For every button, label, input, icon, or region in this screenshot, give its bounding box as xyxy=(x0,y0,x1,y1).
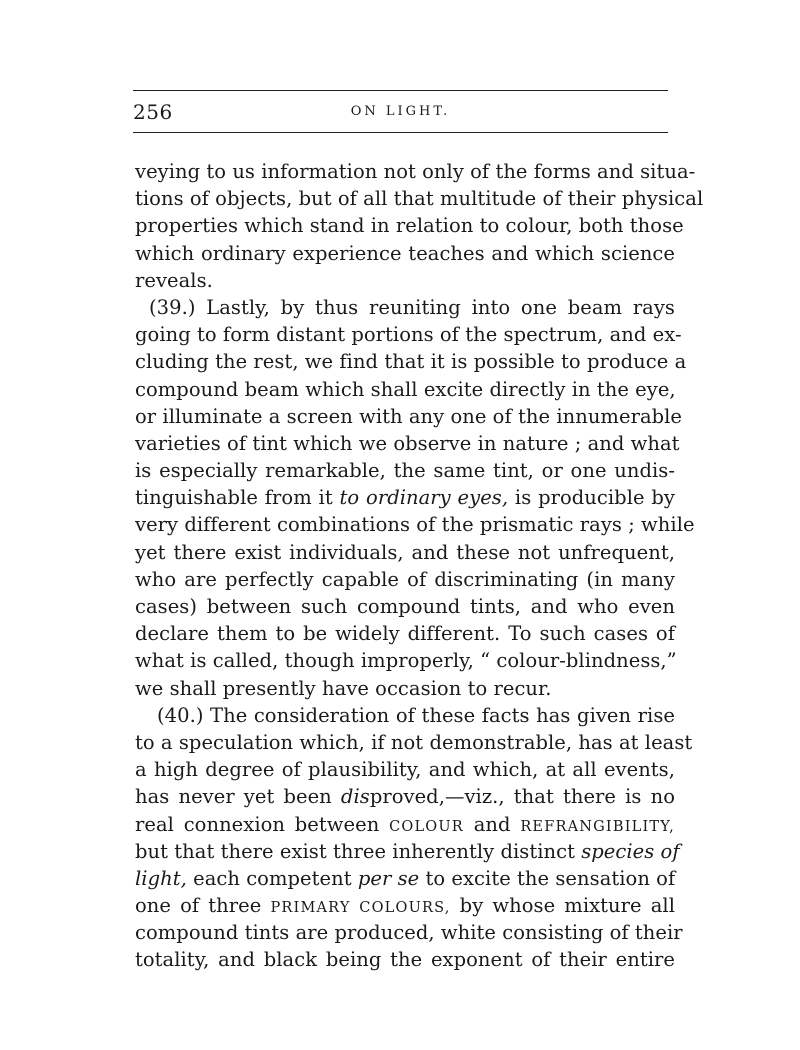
text-line: what is called, though improperly, “ colour-blindness,” xyxy=(135,649,677,673)
text-line: veying to us information not only of the forms and situa- xyxy=(135,160,696,183)
paragraph-40-start: (40.) The consideration of these facts has given rise xyxy=(157,703,675,727)
text-line: which ordinary experience teaches and which science xyxy=(135,241,675,265)
text-line: varieties of tint which we observe in nature ; and what xyxy=(135,431,680,455)
text-line: going to form distant portions of the spectrum, and ex- xyxy=(135,323,682,347)
small-caps-span: COLOUR xyxy=(389,818,464,835)
text-line: to a speculation which, if not demonstrable, has at least xyxy=(135,730,693,754)
italic-span: to ordinary eyes, xyxy=(339,486,509,510)
header-bottom-rule xyxy=(133,132,668,133)
text-line: yet there exist individuals, and these not unfrequent, xyxy=(135,540,675,564)
text-line: is especially remarkable, the same tint, or one undis- xyxy=(135,459,675,483)
text-line xyxy=(135,783,675,810)
text-line xyxy=(135,484,675,511)
text-line: reveals. xyxy=(135,268,213,292)
body-text xyxy=(135,158,704,974)
text-span: to excite the sensation of xyxy=(419,866,676,890)
italic-span: light, xyxy=(135,866,187,890)
text-span: but that there exist three inherently distinct xyxy=(135,839,582,863)
text-line xyxy=(135,865,675,892)
text-span: is producible by xyxy=(508,486,675,510)
text-line: very different combinations of the prismatic rays ; while xyxy=(135,513,695,537)
text-span: tinguishable from it xyxy=(135,486,340,510)
text-line: cases) between such compound tints, and who even xyxy=(135,595,675,618)
header-top-rule xyxy=(133,90,668,91)
text-line: cluding the rest, we find that it is possible to produce a xyxy=(135,350,687,374)
text-span: by whose mixture all xyxy=(450,894,675,918)
text-line xyxy=(135,892,675,919)
text-line: who are perfectly capable of discriminating (in many xyxy=(135,567,675,591)
text-span: each competent xyxy=(186,866,358,890)
text-line xyxy=(135,811,675,838)
text-line: compound tints are produced, white consisting of their xyxy=(135,921,683,945)
text-line: tions of objects, but of all that multitude of their physical xyxy=(135,187,704,211)
text-line: compound beam which shall excite directly in the eye, xyxy=(135,377,676,401)
text-line: declare them to be widely different. To such cases of xyxy=(135,622,675,646)
italic-span: dis xyxy=(340,785,370,809)
italic-span: species of xyxy=(581,839,680,863)
italic-span: per se xyxy=(357,866,420,890)
small-caps-span: PRIMARY COLOURS, xyxy=(270,900,451,917)
text-line xyxy=(135,838,680,865)
running-title: ON LIGHT. xyxy=(350,104,451,119)
page-header xyxy=(133,100,668,128)
text-span: has never yet been xyxy=(135,785,341,809)
text-span: real connexion between xyxy=(135,812,390,836)
text-line: we shall presently have occasion to recur. xyxy=(135,676,552,700)
paragraph-39-start: (39.) Lastly, by thus reuniting into one beam rays xyxy=(149,295,675,319)
page-number: 256 xyxy=(133,100,173,124)
small-caps-span: REFRANGIBILITY, xyxy=(520,818,675,835)
text-line: a high degree of plausibility, and which, at all events, xyxy=(135,758,675,782)
text-span: one of three xyxy=(135,894,271,918)
text-line: or illuminate a screen with any one of the innumerable xyxy=(135,404,683,428)
text-line: totality, and black being the exponent of their entire xyxy=(135,948,675,972)
text-span: proved,—viz., that there is no xyxy=(369,785,675,809)
text-span: and xyxy=(463,812,521,836)
text-line: properties which stand in relation to colour, both those xyxy=(135,214,684,238)
